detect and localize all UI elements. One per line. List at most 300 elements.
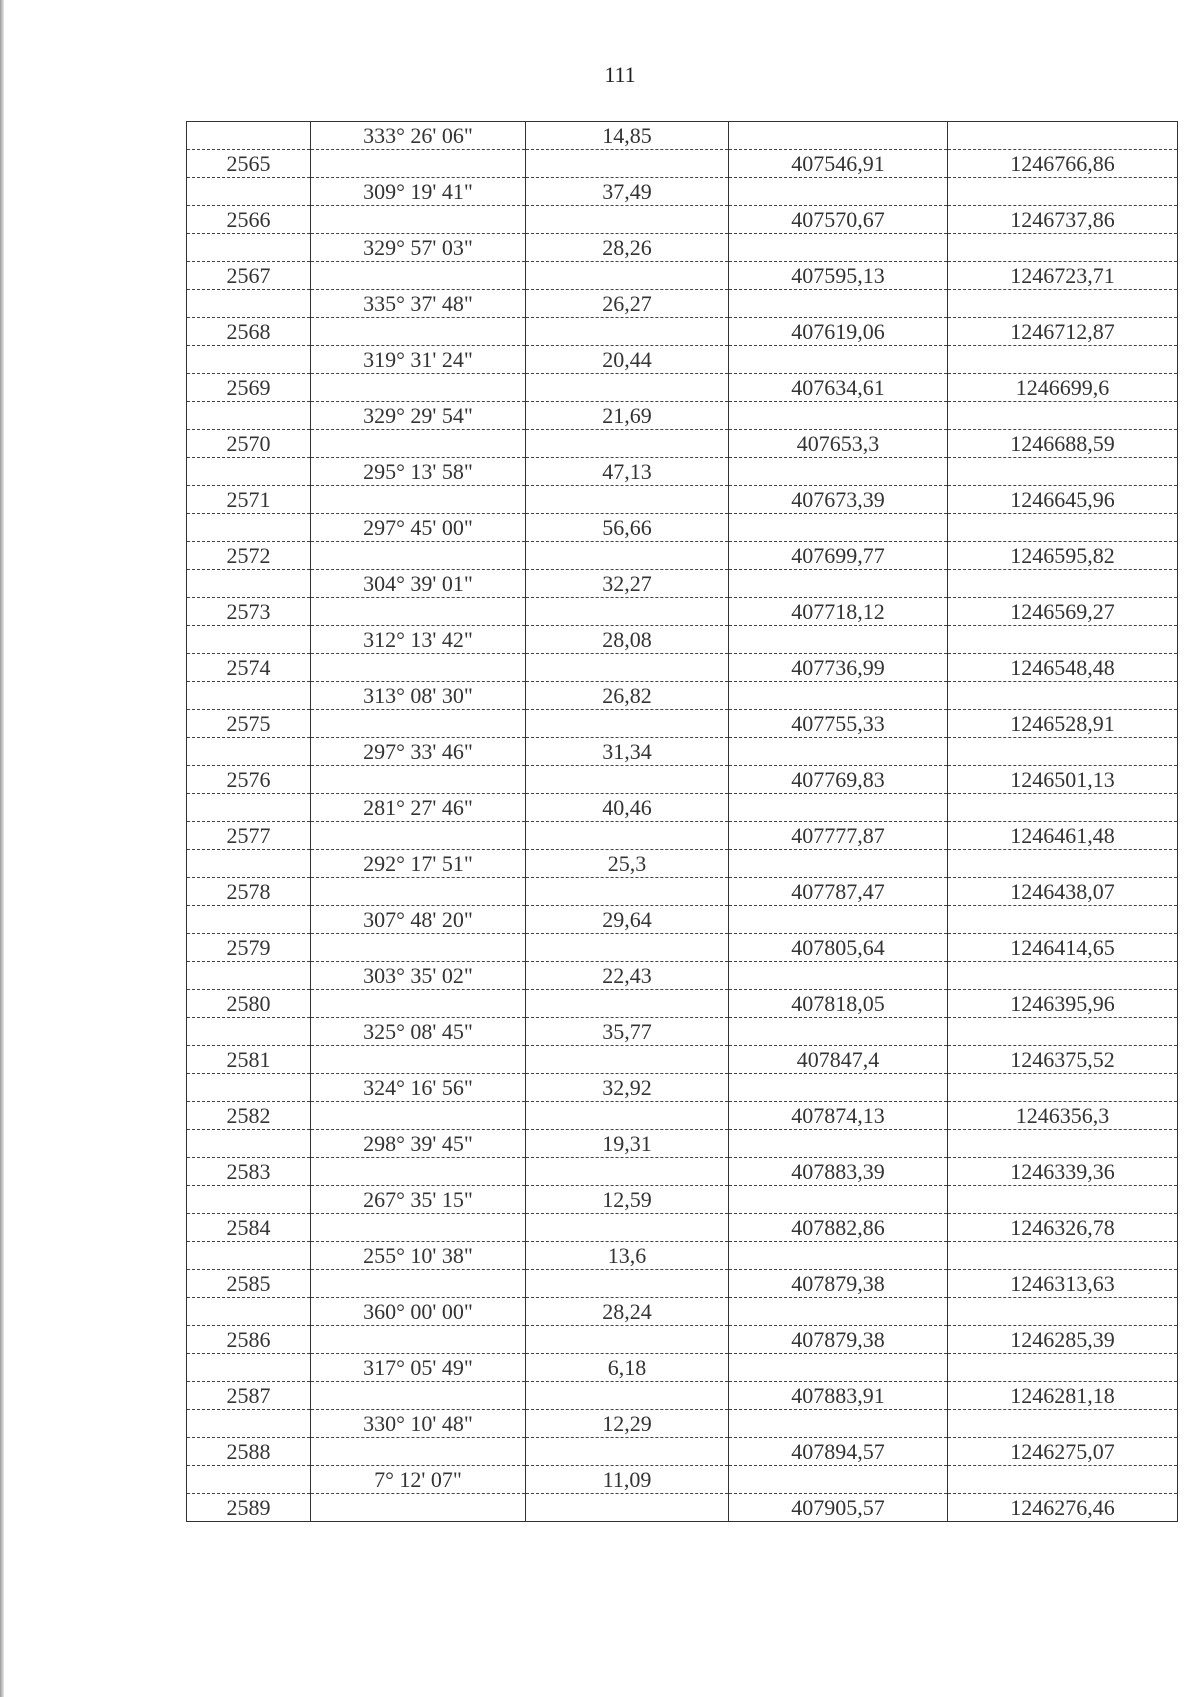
table-row: [187, 1410, 1178, 1438]
direction-angle-cell: 319° 31' 24": [311, 346, 526, 374]
y-coordinate-cell: [948, 122, 1178, 150]
table-row: [187, 234, 1178, 262]
y-coordinate-cell: [948, 570, 1178, 598]
x-coordinate-cell: 407894,57: [729, 1438, 948, 1466]
y-coordinate-cell: [948, 1354, 1178, 1382]
y-coordinate-cell: 1246688,59: [948, 430, 1178, 458]
table-row: [187, 1242, 1178, 1270]
x-coordinate-cell: 407818,05: [729, 990, 948, 1018]
x-coordinate-cell: 407882,86: [729, 1214, 948, 1242]
point-number-cell: 2581: [187, 1046, 311, 1074]
coordinates-table: [186, 121, 1178, 1522]
y-coordinate-cell: [948, 1130, 1178, 1158]
point-number-cell: [187, 738, 311, 766]
direction-angle-cell: [311, 1382, 526, 1410]
table-row: [187, 906, 1178, 934]
point-number-cell: 2576: [187, 766, 311, 794]
point-number-cell: [187, 1298, 311, 1326]
x-coordinate-cell: 407546,91: [729, 150, 948, 178]
point-number-cell: 2572: [187, 542, 311, 570]
table-row: [187, 850, 1178, 878]
table-row: [187, 402, 1178, 430]
y-coordinate-cell: 1246395,96: [948, 990, 1178, 1018]
distance-cell: [526, 766, 729, 794]
x-coordinate-cell: 407718,12: [729, 598, 948, 626]
point-number-cell: 2586: [187, 1326, 311, 1354]
direction-angle-cell: 297° 45' 00": [311, 514, 526, 542]
table-row: [187, 710, 1178, 738]
point-number-cell: [187, 626, 311, 654]
point-number-cell: 2588: [187, 1438, 311, 1466]
y-coordinate-cell: [948, 1018, 1178, 1046]
x-coordinate-cell: 407570,67: [729, 206, 948, 234]
x-coordinate-cell: 407883,91: [729, 1382, 948, 1410]
table-row: [187, 374, 1178, 402]
direction-angle-cell: [311, 1214, 526, 1242]
x-coordinate-cell: 407905,57: [729, 1494, 948, 1522]
table-row: [187, 934, 1178, 962]
x-coordinate-cell: [729, 1242, 948, 1270]
point-number-cell: 2580: [187, 990, 311, 1018]
x-coordinate-cell: [729, 178, 948, 206]
x-coordinate-cell: 407755,33: [729, 710, 948, 738]
direction-angle-cell: [311, 374, 526, 402]
point-number-cell: [187, 1466, 311, 1494]
direction-angle-cell: 303° 35' 02": [311, 962, 526, 990]
table-row: [187, 1018, 1178, 1046]
y-coordinate-cell: [948, 962, 1178, 990]
point-number-cell: 2575: [187, 710, 311, 738]
y-coordinate-cell: [948, 1298, 1178, 1326]
x-coordinate-cell: [729, 290, 948, 318]
distance-cell: 28,08: [526, 626, 729, 654]
x-coordinate-cell: 407874,13: [729, 1102, 948, 1130]
point-number-cell: [187, 1130, 311, 1158]
distance-cell: [526, 430, 729, 458]
distance-cell: 32,92: [526, 1074, 729, 1102]
direction-angle-cell: 325° 08' 45": [311, 1018, 526, 1046]
point-number-cell: [187, 570, 311, 598]
table-row: [187, 1074, 1178, 1102]
x-coordinate-cell: 407653,3: [729, 430, 948, 458]
table-row: [187, 878, 1178, 906]
y-coordinate-cell: [948, 906, 1178, 934]
direction-angle-cell: [311, 654, 526, 682]
distance-cell: [526, 318, 729, 346]
y-coordinate-cell: 1246528,91: [948, 710, 1178, 738]
x-coordinate-cell: 407777,87: [729, 822, 948, 850]
y-coordinate-cell: 1246501,13: [948, 766, 1178, 794]
x-coordinate-cell: [729, 1298, 948, 1326]
distance-cell: 35,77: [526, 1018, 729, 1046]
point-number-cell: 2584: [187, 1214, 311, 1242]
point-number-cell: [187, 290, 311, 318]
y-coordinate-cell: [948, 290, 1178, 318]
direction-angle-cell: 7° 12' 07": [311, 1466, 526, 1494]
table-row: [187, 1438, 1178, 1466]
table-row: [187, 1046, 1178, 1074]
distance-cell: [526, 1158, 729, 1186]
point-number-cell: 2565: [187, 150, 311, 178]
distance-cell: 11,09: [526, 1466, 729, 1494]
table-row: [187, 1354, 1178, 1382]
point-number-cell: [187, 794, 311, 822]
table-row: [187, 766, 1178, 794]
distance-cell: 37,49: [526, 178, 729, 206]
x-coordinate-cell: [729, 346, 948, 374]
distance-cell: [526, 542, 729, 570]
y-coordinate-cell: 1246276,46: [948, 1494, 1178, 1522]
point-number-cell: 2582: [187, 1102, 311, 1130]
table-row: [187, 486, 1178, 514]
direction-angle-cell: [311, 318, 526, 346]
distance-cell: [526, 1382, 729, 1410]
y-coordinate-cell: [948, 1410, 1178, 1438]
direction-angle-cell: [311, 430, 526, 458]
x-coordinate-cell: [729, 402, 948, 430]
table-row: [187, 458, 1178, 486]
direction-angle-cell: [311, 1494, 526, 1522]
y-coordinate-cell: 1246645,96: [948, 486, 1178, 514]
point-number-cell: [187, 178, 311, 206]
distance-cell: 6,18: [526, 1354, 729, 1382]
y-coordinate-cell: 1246313,63: [948, 1270, 1178, 1298]
point-number-cell: 2577: [187, 822, 311, 850]
point-number-cell: 2589: [187, 1494, 311, 1522]
direction-angle-cell: [311, 878, 526, 906]
direction-angle-cell: [311, 990, 526, 1018]
distance-cell: 31,34: [526, 738, 729, 766]
point-number-cell: [187, 1242, 311, 1270]
direction-angle-cell: 297° 33' 46": [311, 738, 526, 766]
table-row: [187, 1270, 1178, 1298]
table-row: [187, 206, 1178, 234]
table-row: [187, 290, 1178, 318]
x-coordinate-cell: [729, 794, 948, 822]
point-number-cell: 2571: [187, 486, 311, 514]
y-coordinate-cell: 1246285,39: [948, 1326, 1178, 1354]
y-coordinate-cell: 1246438,07: [948, 878, 1178, 906]
distance-cell: 28,24: [526, 1298, 729, 1326]
direction-angle-cell: [311, 598, 526, 626]
distance-cell: 13,6: [526, 1242, 729, 1270]
distance-cell: [526, 486, 729, 514]
direction-angle-cell: [311, 486, 526, 514]
direction-angle-cell: [311, 1326, 526, 1354]
direction-angle-cell: 304° 39' 01": [311, 570, 526, 598]
table-row: [187, 1158, 1178, 1186]
point-number-cell: 2569: [187, 374, 311, 402]
point-number-cell: [187, 514, 311, 542]
direction-angle-cell: 312° 13' 42": [311, 626, 526, 654]
distance-cell: 20,44: [526, 346, 729, 374]
point-number-cell: [187, 1074, 311, 1102]
distance-cell: 40,46: [526, 794, 729, 822]
point-number-cell: [187, 346, 311, 374]
distance-cell: [526, 598, 729, 626]
y-coordinate-cell: [948, 682, 1178, 710]
table-row: [187, 1102, 1178, 1130]
x-coordinate-cell: 407634,61: [729, 374, 948, 402]
x-coordinate-cell: [729, 738, 948, 766]
table-row: [187, 738, 1178, 766]
y-coordinate-cell: [948, 402, 1178, 430]
point-number-cell: 2567: [187, 262, 311, 290]
table-row: [187, 1382, 1178, 1410]
x-coordinate-cell: [729, 1186, 948, 1214]
distance-cell: [526, 1102, 729, 1130]
point-number-cell: 2579: [187, 934, 311, 962]
distance-cell: [526, 710, 729, 738]
table-row: [187, 150, 1178, 178]
y-coordinate-cell: [948, 1186, 1178, 1214]
x-coordinate-cell: [729, 626, 948, 654]
x-coordinate-cell: [729, 1354, 948, 1382]
x-coordinate-cell: 407673,39: [729, 486, 948, 514]
x-coordinate-cell: [729, 1466, 948, 1494]
direction-angle-cell: [311, 262, 526, 290]
distance-cell: 12,29: [526, 1410, 729, 1438]
direction-angle-cell: 307° 48' 20": [311, 906, 526, 934]
direction-angle-cell: 292° 17' 51": [311, 850, 526, 878]
direction-angle-cell: 298° 39' 45": [311, 1130, 526, 1158]
table-row: [187, 514, 1178, 542]
distance-cell: 28,26: [526, 234, 729, 262]
table-row: [187, 178, 1178, 206]
distance-cell: [526, 878, 729, 906]
x-coordinate-cell: 407595,13: [729, 262, 948, 290]
distance-cell: 26,82: [526, 682, 729, 710]
point-number-cell: 2583: [187, 1158, 311, 1186]
table-row: [187, 682, 1178, 710]
x-coordinate-cell: 407883,39: [729, 1158, 948, 1186]
table-row: [187, 1494, 1178, 1522]
direction-angle-cell: 313° 08' 30": [311, 682, 526, 710]
table-row: [187, 962, 1178, 990]
x-coordinate-cell: [729, 682, 948, 710]
x-coordinate-cell: [729, 850, 948, 878]
y-coordinate-cell: 1246737,86: [948, 206, 1178, 234]
x-coordinate-cell: 407769,83: [729, 766, 948, 794]
direction-angle-cell: [311, 542, 526, 570]
direction-angle-cell: [311, 1270, 526, 1298]
y-coordinate-cell: 1246275,07: [948, 1438, 1178, 1466]
distance-cell: [526, 374, 729, 402]
x-coordinate-cell: 407847,4: [729, 1046, 948, 1074]
y-coordinate-cell: [948, 738, 1178, 766]
distance-cell: 32,27: [526, 570, 729, 598]
y-coordinate-cell: 1246569,27: [948, 598, 1178, 626]
y-coordinate-cell: 1246699,6: [948, 374, 1178, 402]
x-coordinate-cell: 407736,99: [729, 654, 948, 682]
direction-angle-cell: [311, 1102, 526, 1130]
distance-cell: [526, 934, 729, 962]
table-row: [187, 794, 1178, 822]
point-number-cell: 2568: [187, 318, 311, 346]
y-coordinate-cell: [948, 1074, 1178, 1102]
y-coordinate-cell: 1246339,36: [948, 1158, 1178, 1186]
point-number-cell: 2587: [187, 1382, 311, 1410]
y-coordinate-cell: 1246326,78: [948, 1214, 1178, 1242]
point-number-cell: [187, 234, 311, 262]
x-coordinate-cell: [729, 1130, 948, 1158]
point-number-cell: 2570: [187, 430, 311, 458]
distance-cell: 47,13: [526, 458, 729, 486]
x-coordinate-cell: [729, 458, 948, 486]
y-coordinate-cell: [948, 1466, 1178, 1494]
x-coordinate-cell: [729, 234, 948, 262]
distance-cell: [526, 654, 729, 682]
distance-cell: 56,66: [526, 514, 729, 542]
x-coordinate-cell: [729, 1410, 948, 1438]
x-coordinate-cell: [729, 962, 948, 990]
table-row: [187, 1466, 1178, 1494]
direction-angle-cell: [311, 150, 526, 178]
table-row: [187, 1186, 1178, 1214]
table-row: [187, 822, 1178, 850]
distance-cell: [526, 1326, 729, 1354]
direction-angle-cell: [311, 766, 526, 794]
y-coordinate-cell: 1246766,86: [948, 150, 1178, 178]
direction-angle-cell: 281° 27' 46": [311, 794, 526, 822]
distance-cell: [526, 1494, 729, 1522]
direction-angle-cell: 329° 29' 54": [311, 402, 526, 430]
y-coordinate-cell: [948, 346, 1178, 374]
table-row: [187, 318, 1178, 346]
distance-cell: [526, 1214, 729, 1242]
distance-cell: 14,85: [526, 122, 729, 150]
direction-angle-cell: 360° 00' 00": [311, 1298, 526, 1326]
point-number-cell: [187, 906, 311, 934]
table-row: [187, 598, 1178, 626]
x-coordinate-cell: [729, 514, 948, 542]
direction-angle-cell: 335° 37' 48": [311, 290, 526, 318]
y-coordinate-cell: [948, 178, 1178, 206]
distance-cell: [526, 262, 729, 290]
point-number-cell: [187, 122, 311, 150]
y-coordinate-cell: 1246461,48: [948, 822, 1178, 850]
distance-cell: 25,3: [526, 850, 729, 878]
distance-cell: 19,31: [526, 1130, 729, 1158]
distance-cell: [526, 1270, 729, 1298]
point-number-cell: [187, 1410, 311, 1438]
point-number-cell: [187, 1018, 311, 1046]
x-coordinate-cell: 407619,06: [729, 318, 948, 346]
direction-angle-cell: 295° 13' 58": [311, 458, 526, 486]
y-coordinate-cell: 1246281,18: [948, 1382, 1178, 1410]
y-coordinate-cell: [948, 514, 1178, 542]
x-coordinate-cell: [729, 122, 948, 150]
point-number-cell: 2585: [187, 1270, 311, 1298]
distance-cell: [526, 822, 729, 850]
x-coordinate-cell: 407787,47: [729, 878, 948, 906]
distance-cell: [526, 206, 729, 234]
direction-angle-cell: 329° 57' 03": [311, 234, 526, 262]
x-coordinate-cell: 407699,77: [729, 542, 948, 570]
table-row: [187, 1214, 1178, 1242]
direction-angle-cell: [311, 822, 526, 850]
point-number-cell: [187, 402, 311, 430]
point-number-cell: 2574: [187, 654, 311, 682]
point-number-cell: [187, 962, 311, 990]
table-row: [187, 1326, 1178, 1354]
table-row: [187, 570, 1178, 598]
distance-cell: [526, 990, 729, 1018]
y-coordinate-cell: [948, 794, 1178, 822]
y-coordinate-cell: 1246375,52: [948, 1046, 1178, 1074]
point-number-cell: [187, 1186, 311, 1214]
x-coordinate-cell: 407879,38: [729, 1270, 948, 1298]
x-coordinate-cell: 407805,64: [729, 934, 948, 962]
distance-cell: [526, 1046, 729, 1074]
y-coordinate-cell: 1246595,82: [948, 542, 1178, 570]
x-coordinate-cell: [729, 906, 948, 934]
table-row: [187, 1298, 1178, 1326]
direction-angle-cell: [311, 206, 526, 234]
table-row: [187, 430, 1178, 458]
direction-angle-cell: 333° 26' 06": [311, 122, 526, 150]
table-row: [187, 262, 1178, 290]
table-row: [187, 542, 1178, 570]
y-coordinate-cell: [948, 234, 1178, 262]
point-number-cell: [187, 682, 311, 710]
y-coordinate-cell: [948, 1242, 1178, 1270]
y-coordinate-cell: [948, 850, 1178, 878]
distance-cell: [526, 1438, 729, 1466]
table-row: [187, 990, 1178, 1018]
point-number-cell: 2566: [187, 206, 311, 234]
y-coordinate-cell: [948, 626, 1178, 654]
distance-cell: 12,59: [526, 1186, 729, 1214]
x-coordinate-cell: [729, 570, 948, 598]
distance-cell: 21,69: [526, 402, 729, 430]
direction-angle-cell: 267° 35' 15": [311, 1186, 526, 1214]
direction-angle-cell: 255° 10' 38": [311, 1242, 526, 1270]
y-coordinate-cell: 1246414,65: [948, 934, 1178, 962]
table-row: [187, 122, 1178, 150]
point-number-cell: 2578: [187, 878, 311, 906]
distance-cell: 22,43: [526, 962, 729, 990]
direction-angle-cell: 317° 05' 49": [311, 1354, 526, 1382]
point-number-cell: [187, 1354, 311, 1382]
y-coordinate-cell: 1246723,71: [948, 262, 1178, 290]
direction-angle-cell: [311, 1438, 526, 1466]
table-row: [187, 654, 1178, 682]
y-coordinate-cell: 1246548,48: [948, 654, 1178, 682]
y-coordinate-cell: [948, 458, 1178, 486]
coordinates-table-body: [187, 122, 1178, 1522]
x-coordinate-cell: [729, 1074, 948, 1102]
scan-edge-shadow: [0, 0, 4, 1697]
direction-angle-cell: 309° 19' 41": [311, 178, 526, 206]
y-coordinate-cell: 1246712,87: [948, 318, 1178, 346]
table-row: [187, 1130, 1178, 1158]
x-coordinate-cell: [729, 1018, 948, 1046]
y-coordinate-cell: 1246356,3: [948, 1102, 1178, 1130]
direction-angle-cell: [311, 1158, 526, 1186]
point-number-cell: [187, 458, 311, 486]
point-number-cell: 2573: [187, 598, 311, 626]
table-row: [187, 346, 1178, 374]
direction-angle-cell: 324° 16' 56": [311, 1074, 526, 1102]
direction-angle-cell: [311, 710, 526, 738]
direction-angle-cell: [311, 934, 526, 962]
direction-angle-cell: [311, 1046, 526, 1074]
direction-angle-cell: 330° 10' 48": [311, 1410, 526, 1438]
distance-cell: [526, 150, 729, 178]
table-row: [187, 626, 1178, 654]
point-number-cell: [187, 850, 311, 878]
